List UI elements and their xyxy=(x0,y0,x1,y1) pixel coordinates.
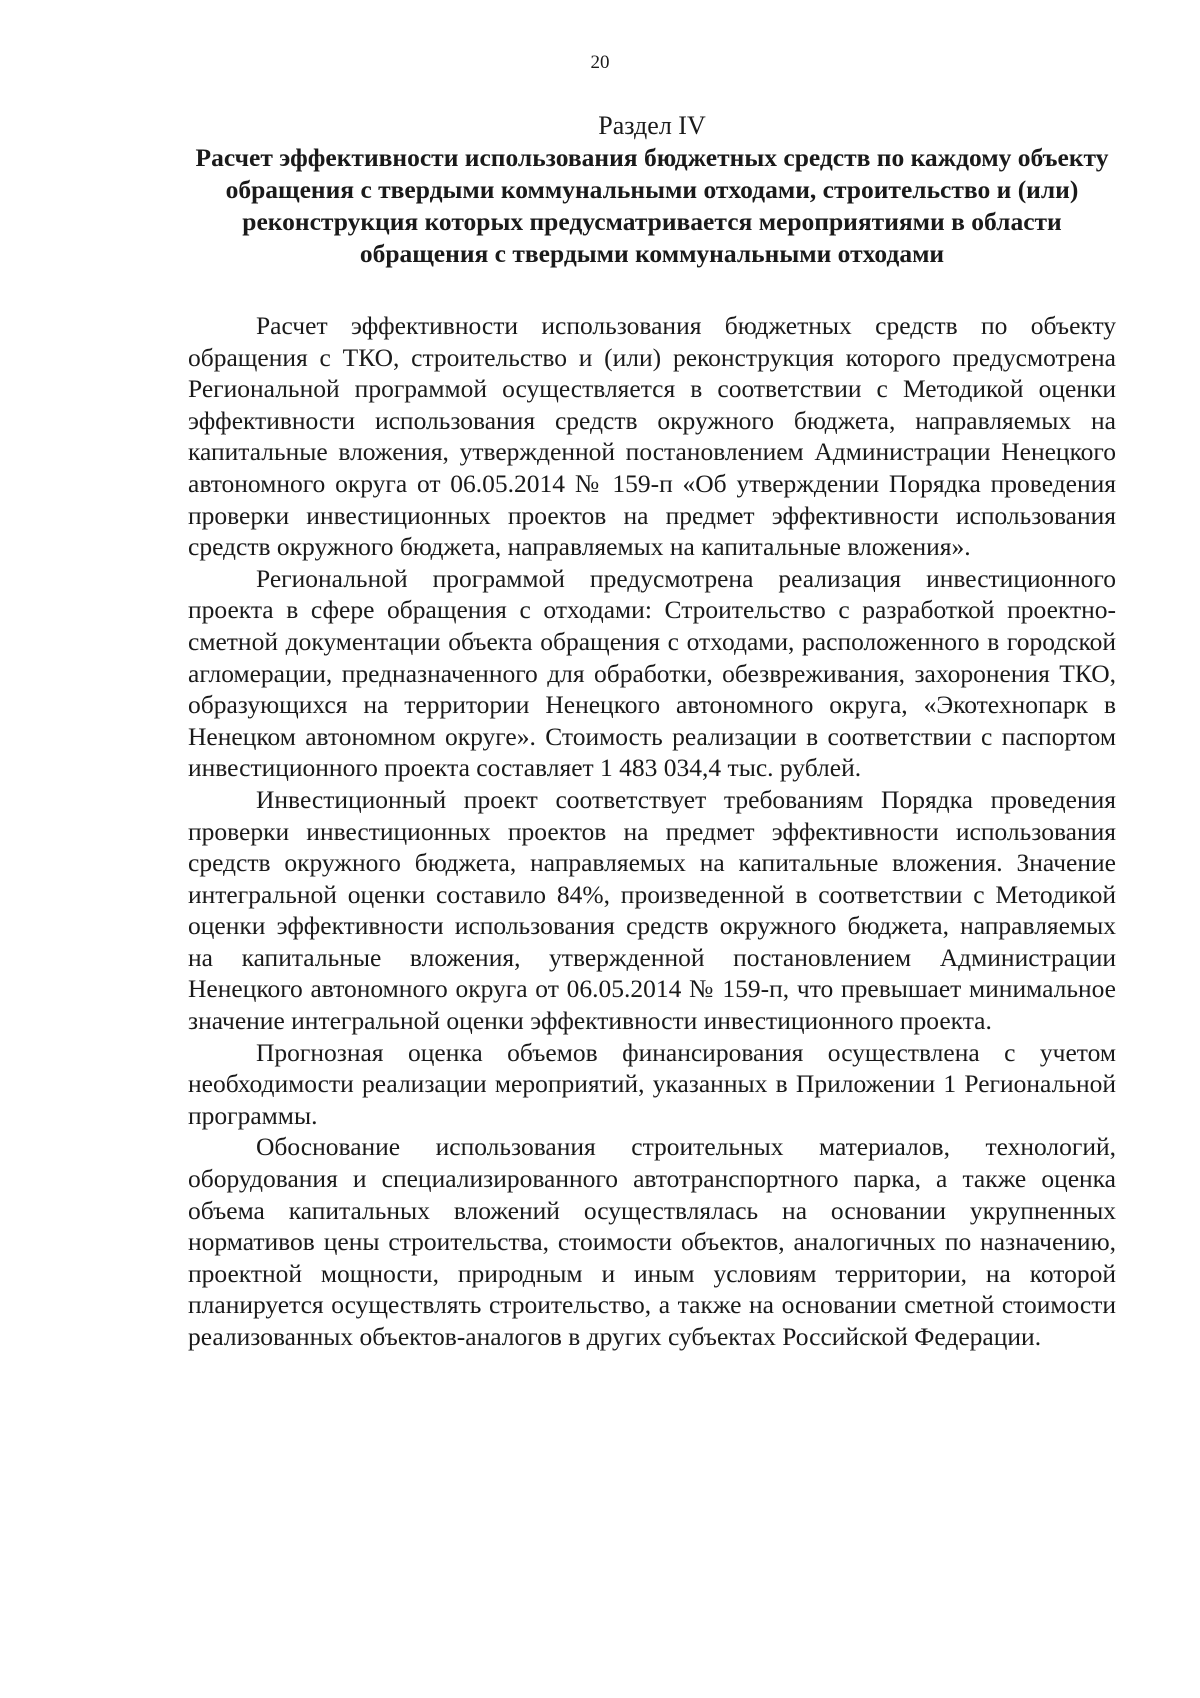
page-number: 20 xyxy=(590,52,610,73)
paragraph: Инвестиционный проект соответствует требованиям Порядка проведения проверки инвестиционных проектов на предмет эффективности использования средств окружного бюджета, направляемых на капитальные вложения. Значение интегральной оценки составило 84%, произведенной в соответствии с Методикой оценки эффективности использования средств окружного бюджета, направляемых на капитальные вложения, утвержденной постановлением Администрации Ненецкого автономного округа от 06.05.2014 № 159-п, что превышает минимальное значение интегральной оценки эффективности инвестиционного проекта. xyxy=(188,784,1116,1036)
section-label: Раздел IV xyxy=(598,111,706,140)
section-title: Расчет эффективности использования бюджетных средств по каждому объекту обращения с твердыми коммунальными отходами, строительство и (или) реконструкция которых предусматривается мероприятиями в области обращения с твердыми коммунальными отходами xyxy=(195,143,1109,268)
body-text xyxy=(188,310,1116,1353)
paragraph: Прогнозная оценка объемов финансирования осуществлена с учетом необходимости реализации мероприятий, указанных в Приложении 1 Региональной программы. xyxy=(188,1037,1116,1130)
paragraph: Региональной программой предусмотрена реализация инвестиционного проекта в сфере обращения с отходами: Строительство с разработкой проектно-сметной документации объекта обращения с отходами, расположенного в городской агломерации, предназначенного для обработки, обезвреживания, захоронения ТКО, образующихся на территории Ненецкого автономного округа, «Экотехнопарк в Ненецком автономном округе». Стоимость реализации в соответствии с паспортом инвестиционного проекта составляет 1 483 034,4 тыс. рублей. xyxy=(188,563,1116,783)
paragraph: Расчет эффективности использования бюджетных средств по объекту обращения с ТКО, строительство и (или) реконструкция которого предусмотрена Региональной программой осуществляется в соответствии с Методикой оценки эффективности использования средств окружного бюджета, направляемых на капитальные вложения, утвержденной постановлением Администрации Ненецкого автономного округа от 06.05.2014 № 159-п «Об утверждении Порядка проведения проверки инвестиционных проектов на предмет эффективности использования средств окружного бюджета, направляемых на капитальные вложения». xyxy=(188,311,1116,562)
page-content xyxy=(188,110,1116,1353)
paragraph: Обоснование использования строительных материалов, технологий, оборудования и специализированного автотранспортного парка, а также оценка объема капитальных вложений осуществлялась на основании укрупненных нормативов цены строительства, стоимости объектов, аналогичных по назначению, проектной мощности, природным и иным условиям территории, на которой планируется осуществлять строительство, а также на основании сметной стоимости реализованных объектов-аналогов в других субъектах Российской Федерации. xyxy=(188,1132,1116,1351)
